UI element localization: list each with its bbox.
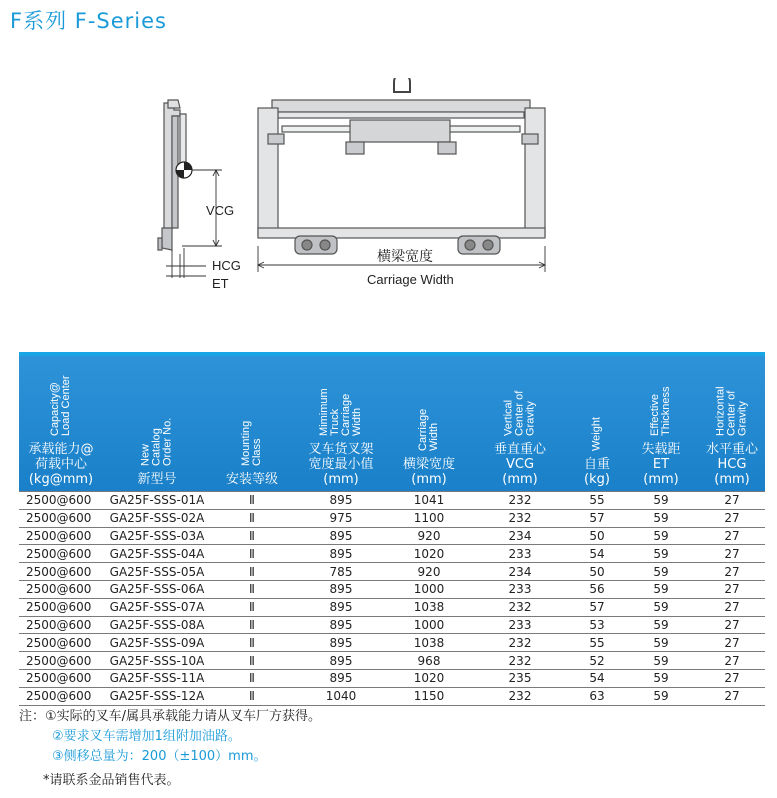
table-cell: 895 bbox=[293, 652, 389, 670]
table-cell: 895 bbox=[293, 492, 389, 510]
column-header bbox=[623, 354, 699, 492]
table-cell: 233 bbox=[469, 545, 571, 563]
table-cell: 2500@600 bbox=[19, 492, 103, 510]
et-label: ET bbox=[212, 276, 229, 291]
table-cell: Ⅱ bbox=[211, 545, 293, 563]
table-cell: 59 bbox=[623, 634, 699, 652]
table-cell: 27 bbox=[699, 527, 765, 545]
column-header-en-text: Mounting Class bbox=[240, 420, 263, 466]
table-row bbox=[19, 509, 765, 527]
table-cell: 1038 bbox=[389, 598, 469, 616]
column-header-cn: 失载距 ET (mm) bbox=[641, 442, 681, 487]
column-header-en-text: Horizontal Center of Gravity bbox=[714, 386, 749, 436]
table-cell: 27 bbox=[699, 634, 765, 652]
table-cell: 2500@600 bbox=[19, 616, 103, 634]
table-cell: Ⅱ bbox=[211, 492, 293, 510]
table-row bbox=[19, 634, 765, 652]
table-cell: 57 bbox=[571, 509, 623, 527]
table-cell: 2500@600 bbox=[19, 669, 103, 687]
column-header-en bbox=[641, 370, 681, 436]
column-header-en bbox=[232, 400, 272, 466]
table-cell: 232 bbox=[469, 634, 571, 652]
table-cell: 50 bbox=[571, 527, 623, 545]
table-row bbox=[19, 687, 765, 705]
column-header bbox=[103, 354, 211, 492]
table-cell: 233 bbox=[469, 580, 571, 598]
table-cell: 1000 bbox=[389, 616, 469, 634]
column-header-en-text: Mimimum Truck Carriage Width bbox=[318, 388, 363, 436]
spec-table bbox=[19, 352, 765, 706]
table-cell: 59 bbox=[623, 509, 699, 527]
table-cell: Ⅱ bbox=[211, 652, 293, 670]
front-view-drawing bbox=[258, 78, 545, 254]
table-cell: 27 bbox=[699, 545, 765, 563]
column-header bbox=[699, 354, 765, 492]
table-cell: Ⅱ bbox=[211, 509, 293, 527]
table-cell: Ⅱ bbox=[211, 563, 293, 581]
table-cell: 59 bbox=[623, 616, 699, 634]
table-cell: 895 bbox=[293, 634, 389, 652]
table-cell: 27 bbox=[699, 563, 765, 581]
table-row bbox=[19, 669, 765, 687]
table-cell: 234 bbox=[469, 563, 571, 581]
table-cell: Ⅱ bbox=[211, 634, 293, 652]
table-cell: 2500@600 bbox=[19, 652, 103, 670]
table-cell: 59 bbox=[623, 687, 699, 705]
table-cell: GA25F-SSS-04A bbox=[103, 545, 211, 563]
table-cell: 27 bbox=[699, 598, 765, 616]
table-cell: 232 bbox=[469, 509, 571, 527]
column-header-en bbox=[712, 370, 752, 436]
table-cell: 1040 bbox=[293, 687, 389, 705]
note-3: ③侧移总量为：200（±100）mm。 bbox=[52, 749, 267, 764]
table-cell: 232 bbox=[469, 687, 571, 705]
table-cell: 2500@600 bbox=[19, 634, 103, 652]
table-row bbox=[19, 580, 765, 598]
column-header-cn: 水平重心 HCG (mm) bbox=[705, 442, 758, 487]
table-cell: 232 bbox=[469, 598, 571, 616]
table-cell: 55 bbox=[571, 634, 623, 652]
column-header bbox=[211, 354, 293, 492]
note-2: ②要求叉车需增加1组附加油路。 bbox=[52, 729, 241, 744]
column-header-cn: 横梁宽度 (mm) bbox=[402, 457, 455, 487]
table-cell: 1041 bbox=[389, 492, 469, 510]
table-cell: 2500@600 bbox=[19, 545, 103, 563]
table-cell: 56 bbox=[571, 580, 623, 598]
column-header bbox=[293, 354, 389, 492]
table-cell: 1020 bbox=[389, 545, 469, 563]
table-cell: GA25F-SSS-05A bbox=[103, 563, 211, 581]
table-cell: 59 bbox=[623, 669, 699, 687]
table-cell: 59 bbox=[623, 527, 699, 545]
column-header-en bbox=[409, 385, 449, 451]
table-cell: 27 bbox=[699, 509, 765, 527]
column-header-en-text: Carriage Width bbox=[417, 408, 440, 451]
table-cell: 235 bbox=[469, 669, 571, 687]
table-cell: 895 bbox=[293, 669, 389, 687]
table-row bbox=[19, 545, 765, 563]
column-header-en-text: Vertical Center of Gravity bbox=[502, 390, 537, 436]
table-cell: 2500@600 bbox=[19, 509, 103, 527]
table-cell: 27 bbox=[699, 492, 765, 510]
column-header bbox=[389, 354, 469, 492]
table-cell: 234 bbox=[469, 527, 571, 545]
table-cell: Ⅱ bbox=[211, 527, 293, 545]
hcg-label: HCG bbox=[212, 258, 241, 273]
column-header-cn: 叉车货叉架 宽度最小值 (mm) bbox=[308, 442, 374, 487]
table-cell: 53 bbox=[571, 616, 623, 634]
column-header-en bbox=[577, 385, 617, 451]
table-cell: 59 bbox=[623, 652, 699, 670]
table-cell: 50 bbox=[571, 563, 623, 581]
table-cell: 57 bbox=[571, 598, 623, 616]
table-cell: 27 bbox=[699, 652, 765, 670]
table-cell: GA25F-SSS-09A bbox=[103, 634, 211, 652]
column-header-cn: 新型号 bbox=[137, 472, 177, 487]
table-row bbox=[19, 616, 765, 634]
table-cell: 59 bbox=[623, 492, 699, 510]
side-shifter-diagram bbox=[150, 78, 570, 293]
table-cell: 54 bbox=[571, 545, 623, 563]
table-cell: 27 bbox=[699, 669, 765, 687]
carriage-width-en-label: Carriage Width bbox=[367, 272, 454, 287]
column-header-en-text: Effective Thickness bbox=[649, 386, 672, 436]
table-cell: 895 bbox=[293, 527, 389, 545]
table-cell: 2500@600 bbox=[19, 598, 103, 616]
table-cell: 59 bbox=[623, 545, 699, 563]
table-cell: 54 bbox=[571, 669, 623, 687]
notes-section bbox=[19, 707, 321, 791]
table-cell: 1100 bbox=[389, 509, 469, 527]
table-cell: Ⅱ bbox=[211, 580, 293, 598]
table-cell: Ⅱ bbox=[211, 669, 293, 687]
column-header-en-text: Weight bbox=[590, 416, 603, 451]
table-row bbox=[19, 652, 765, 670]
column-header-cn: 垂直重心 VCG (mm) bbox=[493, 442, 546, 487]
table-cell: 975 bbox=[293, 509, 389, 527]
column-header-en bbox=[137, 400, 177, 466]
table-cell: 55 bbox=[571, 492, 623, 510]
table-row bbox=[19, 492, 765, 510]
table-cell: 59 bbox=[623, 598, 699, 616]
column-header bbox=[571, 354, 623, 492]
center-of-gravity-icon bbox=[176, 162, 192, 178]
table-body bbox=[19, 492, 765, 706]
table-cell: GA25F-SSS-10A bbox=[103, 652, 211, 670]
table-cell: 785 bbox=[293, 563, 389, 581]
column-header bbox=[19, 354, 103, 492]
table-cell: 1020 bbox=[389, 669, 469, 687]
table-row bbox=[19, 527, 765, 545]
table-cell: 63 bbox=[571, 687, 623, 705]
table-cell: Ⅱ bbox=[211, 616, 293, 634]
table-cell: GA25F-SSS-08A bbox=[103, 616, 211, 634]
table-cell: 895 bbox=[293, 616, 389, 634]
table-cell: 1150 bbox=[389, 687, 469, 705]
table-cell: 1038 bbox=[389, 634, 469, 652]
table-cell: GA25F-SSS-03A bbox=[103, 527, 211, 545]
table-cell: 59 bbox=[623, 580, 699, 598]
table-cell: 27 bbox=[699, 616, 765, 634]
table-cell: GA25F-SSS-02A bbox=[103, 509, 211, 527]
page-title: F系列 F-Series bbox=[10, 9, 167, 33]
note-4: *请联系金品销售代表。 bbox=[43, 773, 180, 788]
table-cell: 1000 bbox=[389, 580, 469, 598]
table-cell: 59 bbox=[623, 563, 699, 581]
hcg-et-dimension bbox=[166, 248, 206, 278]
column-header-cn: 安装等级 bbox=[225, 472, 278, 487]
table-header-row bbox=[19, 354, 765, 492]
table-cell: Ⅱ bbox=[211, 598, 293, 616]
column-header bbox=[469, 354, 571, 492]
table-row bbox=[19, 598, 765, 616]
table-cell: 2500@600 bbox=[19, 580, 103, 598]
table-cell: 2500@600 bbox=[19, 563, 103, 581]
table-cell: GA25F-SSS-06A bbox=[103, 580, 211, 598]
table-cell: GA25F-SSS-12A bbox=[103, 687, 211, 705]
note-1: 注：①实际的叉车/属具承载能力请从叉车厂方获得。 bbox=[19, 709, 322, 724]
table-cell: 920 bbox=[389, 527, 469, 545]
column-header-en-text: Capacity@ Load Center bbox=[49, 375, 72, 436]
table-cell: 232 bbox=[469, 492, 571, 510]
table-cell: 232 bbox=[469, 652, 571, 670]
table-cell: 27 bbox=[699, 687, 765, 705]
table-cell: GA25F-SSS-11A bbox=[103, 669, 211, 687]
table-cell: 233 bbox=[469, 616, 571, 634]
table-cell: 52 bbox=[571, 652, 623, 670]
table-cell: 920 bbox=[389, 563, 469, 581]
column-header-en bbox=[500, 370, 540, 436]
column-header-cn: 承载能力@ 荷载中心 (kg@mm) bbox=[28, 442, 94, 487]
table-cell: 2500@600 bbox=[19, 527, 103, 545]
table-cell: GA25F-SSS-01A bbox=[103, 492, 211, 510]
table-cell: 895 bbox=[293, 580, 389, 598]
column-header-cn: 自重 (kg) bbox=[583, 457, 610, 487]
table-cell: 895 bbox=[293, 598, 389, 616]
column-header-en bbox=[41, 370, 81, 436]
vcg-label: VCG bbox=[206, 203, 235, 218]
table-cell: 968 bbox=[389, 652, 469, 670]
column-header-en bbox=[318, 370, 363, 436]
carriage-width-cn-label: 横梁宽度 bbox=[377, 249, 433, 265]
column-header-en-text: New Catalog Order No. bbox=[139, 417, 174, 466]
table-cell: 2500@600 bbox=[19, 687, 103, 705]
table-cell: 27 bbox=[699, 580, 765, 598]
table-row bbox=[19, 563, 765, 581]
table-cell: GA25F-SSS-07A bbox=[103, 598, 211, 616]
table-cell: Ⅱ bbox=[211, 687, 293, 705]
table-cell: 895 bbox=[293, 545, 389, 563]
